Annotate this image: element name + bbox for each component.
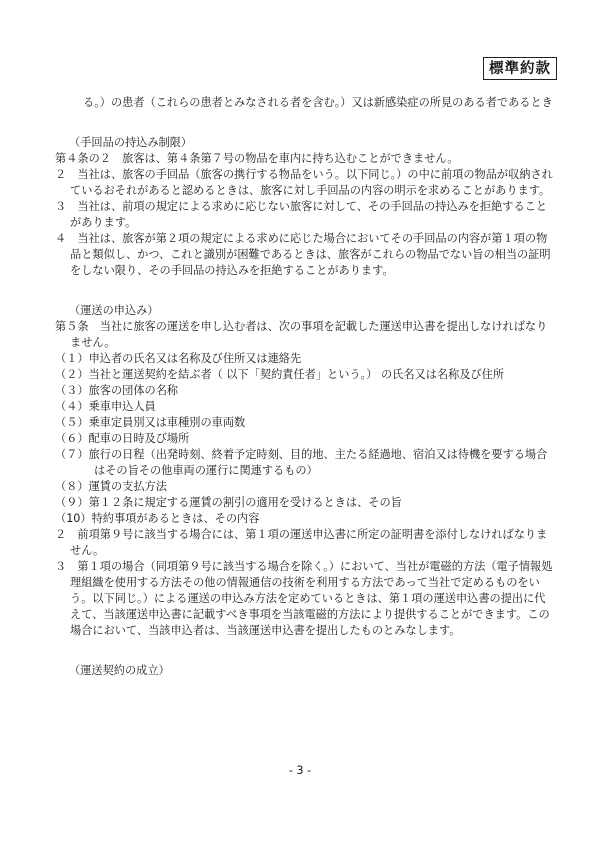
- list-item: （３）旅客の団体の名称: [55, 384, 179, 397]
- section-heading-contract-formation: （運送契約の成立）: [69, 664, 170, 677]
- standard-terms-badge: 標準約款: [483, 57, 557, 80]
- section-heading-carry-on: （手回品の持込み制限）: [69, 136, 193, 149]
- list-item: （７）旅行の日程（出発時刻、終着予定時刻、目的地、主たる経過地、宿泊又は待機を要する場合はその旨その他車両の運行に関連するもの）: [55, 448, 548, 477]
- article-5-paragraph-3: ３ 第１項の場合（同項第９号に該当する場合を除く。）において、当社が電磁的方法（電子情報処理組織を使用する方法その他の情報通信の技術を利用する方法であって当社で定めるものをいう。以下同じ。）による運送の申込み方法を定めているときは、第１項の運送申込書の提出に代えて、当該運送申込書に記載すべき事項を当該電磁的方法により提供することができます。この場合において、当該申込者は、当該運送申込書を提出したものとみなします。: [55, 560, 553, 637]
- article-5-intro: 第５条 当社に旅客の運送を申し込む者は、次の事項を記載した運送申込書を提出しなければなりません。: [55, 320, 548, 349]
- list-item: （５）乗車定員別又は車種別の車両数: [55, 416, 246, 429]
- article-4-2-paragraph-2: ２ 当社は、旅客の手回品（旅客の携行する物品をいう。以下同じ。）の中に前項の物品が収納されているおそれがあると認めるときは、旅客に対し手回品の内容の明示を求めることがあります。: [55, 168, 553, 197]
- list-item: （２）当社と運送契約を結ぶ者（ 以下「契約責任者」という。） の氏名又は名称及び住所: [55, 368, 505, 381]
- continuation-text: る。）の患者（これらの患者とみなされる者を含む。）又は新感染症の所見のある者であるとき: [83, 96, 553, 109]
- list-item: （８）運賃の支払方法: [55, 480, 167, 493]
- list-item: （１）申込者の氏名又は名称及び住所又は連絡先: [55, 352, 302, 365]
- article-4-2-paragraph-4: ４ 当社は、旅客が第２項の規定による求めに応じた場合においてその手回品の内容が第１項の物品と類似し、かつ、これと識別が困難であるときは、旅客がこれらの物品でない旨の相当の証明をしない限り、その手回品の持込みを拒絶することがあります。: [55, 232, 551, 277]
- list-item: （６）配車の日時及び場所: [55, 432, 190, 445]
- document-body: [55, 95, 555, 679]
- section-heading-application: （運送の申込み）: [69, 304, 159, 317]
- article-5-paragraph-2: ２ 前項第９号に該当する場合には、第１項の運送申込書に所定の証明書を添付しなければなりません。: [55, 528, 548, 557]
- article-4-2-paragraph-3: ３ 当社は、前項の規定による求めに応じない旅客に対して、その手回品の持込みを拒絶することがあります。: [55, 200, 548, 229]
- page-number: - 3 -: [288, 764, 312, 777]
- article-4-2-paragraph-1: 第４条の２ 旅客は、第４条第７号の物品を車内に持ち込むことができません。: [55, 152, 459, 165]
- list-item: （４）乗車申込人員: [55, 400, 156, 413]
- list-item: （10）特約事項があるときは、その内容: [55, 512, 260, 525]
- list-item: （９）第１２条に規定する運賃の割引の適用を受けるときは、その旨: [55, 496, 402, 509]
